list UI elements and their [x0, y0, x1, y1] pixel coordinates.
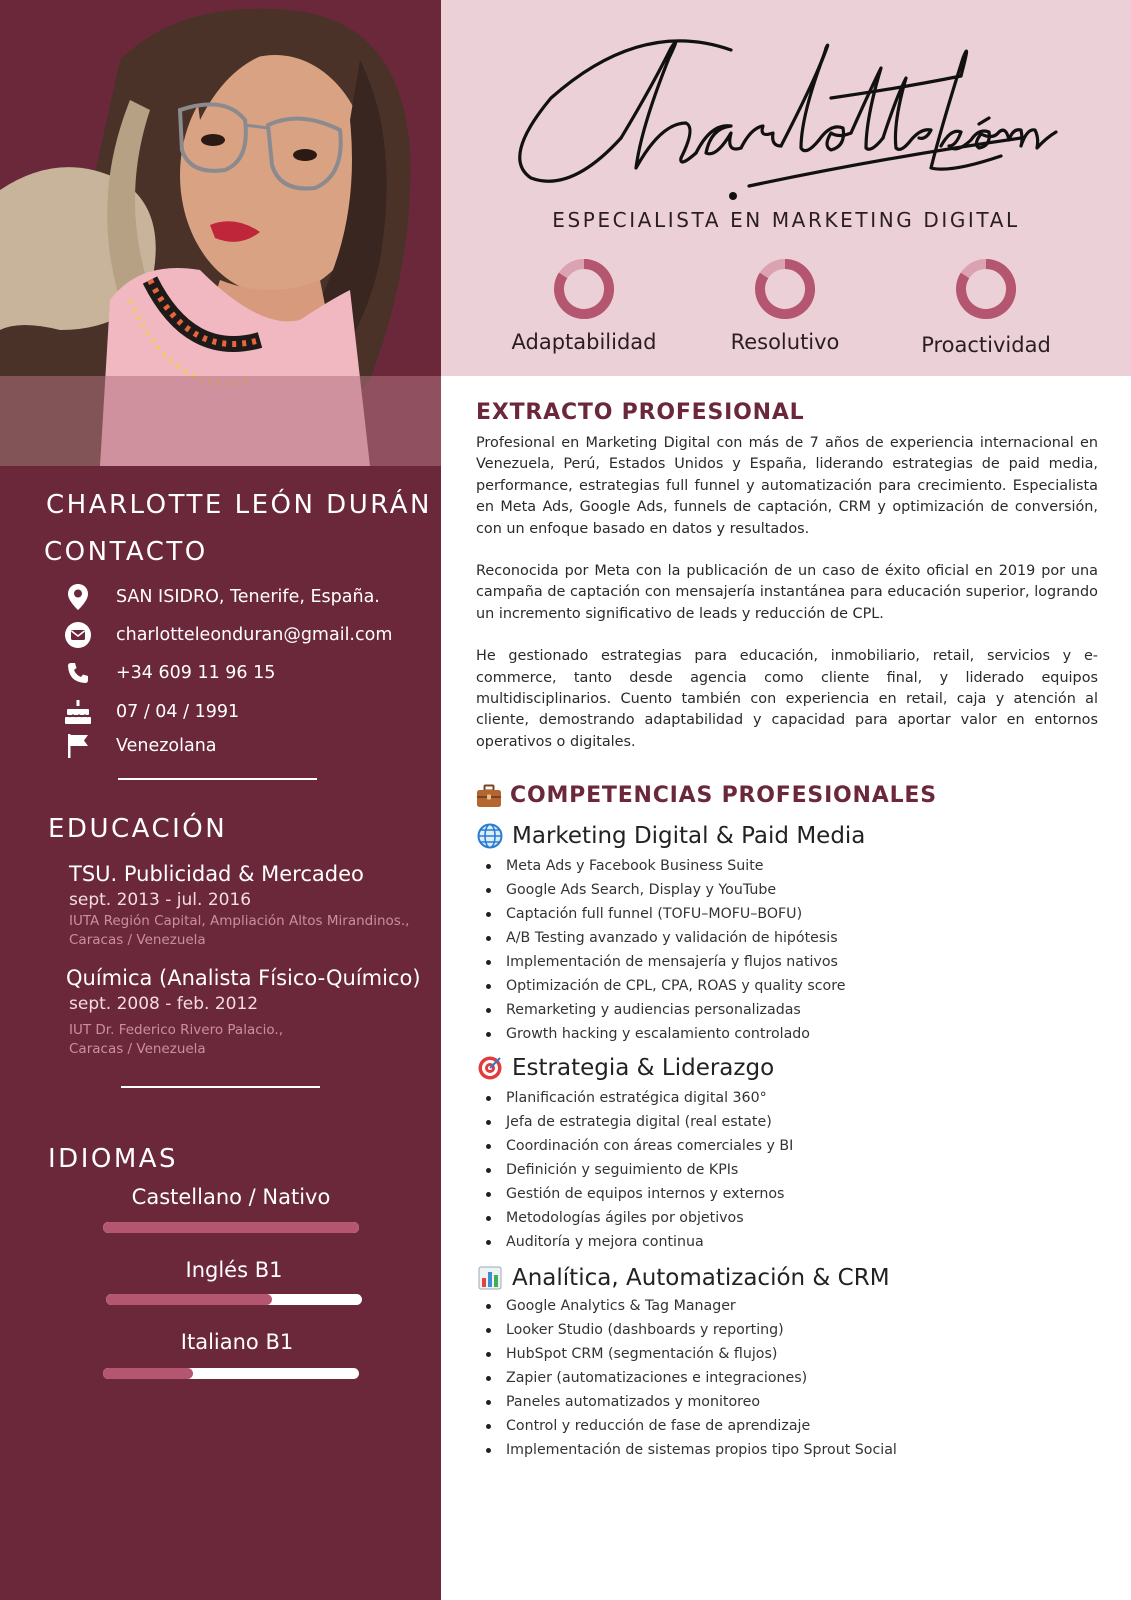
- language-level-bar: [106, 1294, 362, 1305]
- competency-group-title-text: Estrategia & Liderazgo: [512, 1055, 775, 1082]
- summary-paragraph: Profesional en Marketing Digital con más de 7 años de experiencia internacional en Venezuela, Perú, Estados Unidos y España, liderando estrategias de paid media, performance, estrategias full funnel y automatización para crecimiento. Especialista en Meta Ads, Google Ads, funnels de captación, CRM y optimización de conversión, con un enfoque basado en datos y resultados.: [476, 435, 1098, 537]
- contact-birthday: [62, 697, 239, 727]
- skill-proactivity: [886, 258, 1086, 357]
- skill-label: Adaptabilidad: [511, 330, 657, 354]
- list-item: Implementación de mensajería y flujos nativos: [506, 950, 1098, 974]
- summary-paragraph: Reconocida por Meta con la publicación de un caso de éxito oficial en 2019 por una campaña de captación con mensajería instantánea para educación superior, logrando un incremento significativo de leads y reducción de CPL.: [476, 563, 1098, 622]
- education-location: Caracas / Venezuela: [69, 1041, 206, 1057]
- competencies-title-text: COMPETENCIAS PROFESIONALES: [510, 783, 937, 809]
- contact-location-text: SAN ISIDRO, Tenerife, España.: [116, 587, 380, 607]
- education-institution: IUTA Región Capital, Ampliación Altos Mirandinos.,: [69, 913, 410, 929]
- list-item: Meta Ads y Facebook Business Suite: [506, 854, 1098, 878]
- list-item: Zapier (automatizaciones e integraciones): [506, 1366, 1098, 1390]
- list-item: Optimización de CPL, CPA, ROAS y quality score: [506, 974, 1098, 998]
- location-pin-icon: [62, 582, 94, 612]
- contact-title: CONTACTO: [44, 537, 208, 567]
- bar-chart-icon: [476, 1264, 504, 1292]
- donut-icon: [553, 258, 615, 320]
- language-level-bar: [103, 1222, 359, 1233]
- competency-group-title: [476, 822, 1098, 850]
- contact-nationality-text: Venezolana: [116, 736, 217, 756]
- list-item: Planificación estratégica digital 360°: [506, 1086, 1098, 1110]
- target-icon: [476, 1054, 504, 1082]
- competency-list: [476, 1086, 1098, 1254]
- skill-adaptability: [484, 258, 684, 354]
- birthday-cake-icon: [62, 697, 94, 727]
- list-item: Implementación de sistemas propios tipo Sprout Social: [506, 1438, 1098, 1462]
- email-icon: [62, 620, 94, 650]
- summary-title: EXTRACTO PROFESIONAL: [476, 400, 805, 425]
- list-item: Captación full funnel (TOFU–MOFU–BOFU): [506, 902, 1098, 926]
- list-item: Paneles automatizados y monitoreo: [506, 1390, 1098, 1414]
- contact-email[interactable]: [62, 620, 392, 650]
- portrait-illustration: [0, 0, 441, 466]
- contact-phone[interactable]: [62, 658, 275, 688]
- header-banner: [441, 0, 1131, 376]
- list-item: Control y reducción de fase de aprendizaje: [506, 1414, 1098, 1438]
- education-dates: sept. 2013 - jul. 2016: [69, 890, 252, 910]
- education-degree: TSU. Publicidad & Mercadeo: [69, 862, 364, 886]
- education-divider: [121, 1086, 320, 1088]
- list-item: A/B Testing avanzado y validación de hipótesis: [506, 926, 1098, 950]
- donut-icon: [955, 258, 1017, 320]
- competencies-title: [476, 783, 1098, 808]
- list-item: Growth hacking y escalamiento controlado: [506, 1022, 1098, 1046]
- signature-logo: [501, 28, 1061, 203]
- skill-label: Proactividad: [921, 333, 1051, 357]
- education-title: EDUCACIÓN: [48, 814, 228, 844]
- list-item: Google Analytics & Tag Manager: [506, 1294, 1098, 1318]
- education-location: Caracas / Venezuela: [69, 932, 206, 948]
- contact-location: [62, 582, 380, 612]
- donut-icon: [754, 258, 816, 320]
- skill-resolutive: [685, 258, 885, 354]
- list-item: Definición y seguimiento de KPIs: [506, 1158, 1098, 1182]
- main-content: [476, 400, 1098, 1462]
- list-item: Auditoría y mejora continua: [506, 1230, 1098, 1254]
- language-level-fill: [103, 1368, 193, 1379]
- contact-nationality: [62, 731, 217, 761]
- languages-title: IDIOMAS: [48, 1144, 179, 1174]
- left-sidebar: [0, 0, 441, 1600]
- language-level-bar: [103, 1368, 359, 1379]
- language-label: Inglés B1: [185, 1258, 283, 1282]
- contact-phone-text[interactable]: +34 609 11 96 15: [116, 663, 276, 683]
- competency-group-title: [476, 1264, 1098, 1292]
- education-degree: Química (Analista Físico-Químico): [66, 966, 421, 990]
- language-label: Castellano / Nativo: [131, 1185, 331, 1209]
- list-item: Coordinación con áreas comerciales y BI: [506, 1134, 1098, 1158]
- competency-group-title: [476, 1054, 1098, 1082]
- competency-list: [476, 1294, 1098, 1462]
- list-item: HubSpot CRM (segmentación & flujos): [506, 1342, 1098, 1366]
- contact-email-text[interactable]: charlotteleonduran@gmail.com: [116, 625, 393, 645]
- list-item: Google Ads Search, Display y YouTube: [506, 878, 1098, 902]
- list-item: Metodologías ágiles por objetivos: [506, 1206, 1098, 1230]
- language-level-fill: [103, 1222, 359, 1233]
- list-item: Gestión de equipos internos y externos: [506, 1182, 1098, 1206]
- phone-icon: [62, 658, 94, 688]
- competency-list: [476, 854, 1098, 1046]
- list-item: Jefa de estrategia digital (real estate): [506, 1110, 1098, 1134]
- competency-group-title-text: Marketing Digital & Paid Media: [512, 823, 866, 850]
- competency-group-title-text: Analítica, Automatización & CRM: [512, 1265, 890, 1292]
- education-dates: sept. 2008 - feb. 2012: [69, 994, 259, 1014]
- skill-label: Resolutivo: [730, 330, 840, 354]
- globe-icon: [476, 822, 504, 850]
- contact-divider: [118, 778, 317, 780]
- flag-icon: [62, 731, 94, 761]
- briefcase-icon: [476, 784, 502, 808]
- summary-paragraph: He gestionado estrategias para educación, inmobiliario, retail, servicios y e-commerce, tanto desde agencia como cliente final, y liderado equipos multidisciplinarios. Cuento también con experiencia en retail, caja y atención al cliente, demostrando adaptabilidad y capacidad para aportar valor en entornos operativos o digitales.: [476, 648, 1098, 750]
- language-label: Italiano B1: [180, 1330, 294, 1354]
- language-level-fill: [106, 1294, 272, 1305]
- full-name: CHARLOTTE LEÓN DURÁN: [46, 490, 432, 520]
- profile-photo: [0, 0, 441, 466]
- list-item: Looker Studio (dashboards y reporting): [506, 1318, 1098, 1342]
- education-institution: IUT Dr. Federico Rivero Palacio.,: [69, 1022, 284, 1038]
- professional-role: ESPECIALISTA EN MARKETING DIGITAL: [552, 208, 1020, 232]
- list-item: Remarketing y audiencias personalizadas: [506, 998, 1098, 1022]
- contact-birthday-text: 07 / 04 / 1991: [116, 702, 240, 722]
